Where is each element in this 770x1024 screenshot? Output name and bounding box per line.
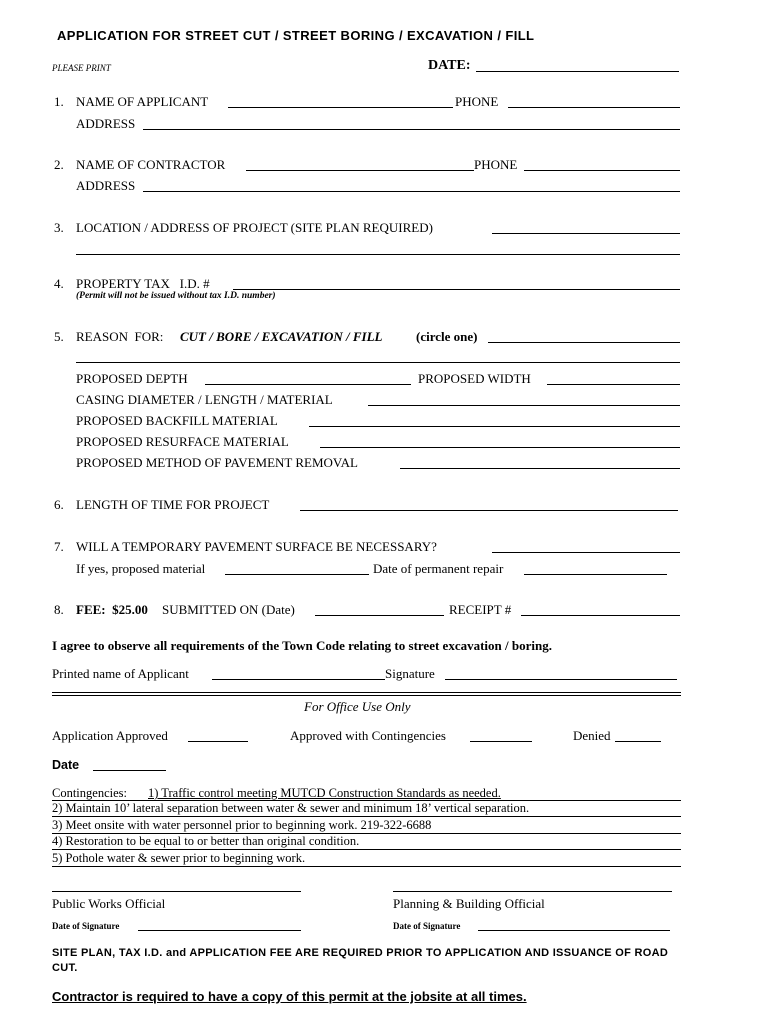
- contingency-1: 1) Traffic control meeting MUTCD Construction Standards as needed.: [148, 786, 501, 800]
- applicant-phone-label: PHONE: [455, 94, 499, 109]
- casing-label: CASING DIAMETER / LENGTH / MATERIAL: [76, 392, 333, 407]
- application-approved-label: Application Approved: [52, 728, 168, 743]
- pavement-removal-label: PROPOSED METHOD OF PAVEMENT REMOVAL: [76, 455, 358, 470]
- contingency-3: 3) Meet onsite with water personnel prior to beginning work. 219-322-6688: [52, 818, 432, 832]
- signature-label: Signature: [385, 666, 435, 681]
- divider-bottom: [52, 695, 681, 696]
- contingency-4: 4) Restoration to be equal to or better than original condition.: [52, 834, 360, 848]
- reason-field[interactable]: [488, 342, 680, 343]
- receipt-field[interactable]: [521, 615, 680, 616]
- application-approved-field[interactable]: [188, 741, 248, 742]
- approved-contingencies-label: Approved with Contingencies: [290, 728, 446, 743]
- project-time-field[interactable]: [300, 510, 678, 511]
- temp-pavement-field[interactable]: [492, 552, 680, 553]
- applicant-phone-field[interactable]: [508, 107, 680, 108]
- item-8-number: 8.: [54, 602, 64, 617]
- office-date-label: Date: [52, 758, 80, 772]
- date-label: DATE:: [428, 58, 471, 73]
- item-2-number: 2.: [54, 157, 64, 172]
- submitted-on-field[interactable]: [315, 615, 444, 616]
- public-works-date-label: Date of Signature: [52, 921, 120, 931]
- public-works-date-field[interactable]: [138, 930, 301, 931]
- reason-options[interactable]: CUT / BORE / EXCAVATION / FILL: [180, 329, 383, 344]
- item-1-number: 1.: [54, 94, 64, 109]
- contingency-2: 2) Maintain 10’ lateral separation between water & sewer and minimum 18’ vertical separation.: [52, 801, 530, 815]
- denied-label: Denied: [573, 728, 611, 743]
- casing-field[interactable]: [368, 405, 680, 406]
- item-7-number: 7.: [54, 539, 64, 554]
- please-print-note: PLEASE PRINT: [52, 63, 111, 73]
- proposed-depth-field[interactable]: [205, 384, 411, 385]
- reason-field-line-2[interactable]: [76, 362, 680, 363]
- resurface-field[interactable]: [320, 447, 680, 448]
- fee-label: FEE: $25.00: [76, 602, 148, 617]
- permanent-repair-label: Date of permanent repair: [373, 561, 504, 576]
- divider-top: [52, 692, 681, 693]
- applicant-address-label: ADDRESS: [76, 116, 136, 131]
- location-field[interactable]: [492, 233, 680, 234]
- proposed-width-label: PROPOSED WIDTH: [418, 371, 531, 386]
- planning-building-official-label: Planning & Building Official: [393, 896, 545, 911]
- denied-field[interactable]: [615, 741, 661, 742]
- receipt-label: RECEIPT #: [449, 602, 512, 617]
- circle-one-note: (circle one): [416, 329, 478, 344]
- temp-pavement-label: WILL A TEMPORARY PAVEMENT SURFACE BE NECESSARY?: [76, 539, 437, 554]
- location-label: LOCATION / ADDRESS OF PROJECT (SITE PLAN REQUIRED): [76, 220, 433, 235]
- backfill-label: PROPOSED BACKFILL MATERIAL: [76, 413, 278, 428]
- jobsite-copy-notice: Contractor is required to have a copy of this permit at the jobsite at all times.: [52, 989, 527, 1004]
- reason-label: REASON FOR:: [76, 329, 164, 344]
- proposed-material-field[interactable]: [225, 574, 369, 575]
- resurface-label: PROPOSED RESURFACE MATERIAL: [76, 434, 289, 449]
- planning-date-field[interactable]: [478, 930, 670, 931]
- item-5-number: 5.: [54, 329, 64, 344]
- public-works-official-label: Public Works Official: [52, 896, 166, 911]
- item-4-number: 4.: [54, 276, 64, 291]
- tax-id-label: PROPERTY TAX I.D. #: [76, 276, 210, 291]
- contractor-address-label: ADDRESS: [76, 178, 136, 193]
- applicant-address-field[interactable]: [143, 129, 680, 130]
- requirements-warning: SITE PLAN, TAX I.D. and APPLICATION FEE ARE REQUIRED PRIOR TO APPLICATION AND ISSUANCE OF ROAD CUT.: [52, 947, 669, 974]
- project-time-label: LENGTH OF TIME FOR PROJECT: [76, 497, 270, 512]
- contingencies-label: Contingencies:: [52, 786, 127, 800]
- item-3-number: 3.: [54, 220, 64, 235]
- contractor-phone-field[interactable]: [524, 170, 680, 171]
- tax-id-field[interactable]: [233, 289, 680, 290]
- signature-field[interactable]: [445, 679, 677, 680]
- contractor-name-label: NAME OF CONTRACTOR: [76, 157, 226, 172]
- contractor-address-field[interactable]: [143, 191, 680, 192]
- item-6-number: 6.: [54, 497, 64, 512]
- pavement-removal-field[interactable]: [400, 468, 680, 469]
- backfill-field[interactable]: [309, 426, 680, 427]
- contingency-rule-2: [52, 816, 681, 817]
- planning-signature-field[interactable]: [393, 891, 672, 892]
- contractor-phone-label: PHONE: [474, 157, 518, 172]
- tax-id-note: (Permit will not be issued without tax I.D. number): [76, 291, 276, 301]
- contingency-rule-5: [52, 866, 681, 867]
- proposed-width-field[interactable]: [547, 384, 680, 385]
- public-works-signature-field[interactable]: [52, 891, 301, 892]
- proposed-depth-label: PROPOSED DEPTH: [76, 371, 188, 386]
- permanent-repair-field[interactable]: [524, 574, 667, 575]
- submitted-on-label: SUBMITTED ON (Date): [162, 602, 295, 617]
- date-field[interactable]: [476, 71, 679, 72]
- form-title: APPLICATION FOR STREET CUT / STREET BORING / EXCAVATION / FILL: [57, 28, 535, 43]
- planning-date-label: Date of Signature: [393, 921, 461, 931]
- proposed-material-label: If yes, proposed material: [76, 561, 206, 576]
- office-use-header: For Office Use Only: [304, 699, 411, 714]
- contingency-5: 5) Pothole water & sewer prior to beginning work.: [52, 851, 306, 865]
- contingency-rule-4: [52, 849, 681, 850]
- printed-name-field[interactable]: [212, 679, 385, 680]
- approved-contingencies-field[interactable]: [470, 741, 532, 742]
- office-date-field[interactable]: [93, 770, 166, 771]
- agreement-statement: I agree to observe all requirements of the Town Code relating to street excavation / boring.: [52, 638, 552, 653]
- contractor-name-field[interactable]: [246, 170, 474, 171]
- printed-name-label: Printed name of Applicant: [52, 666, 189, 681]
- applicant-name-label: NAME OF APPLICANT: [76, 94, 209, 109]
- applicant-name-field[interactable]: [228, 107, 453, 108]
- location-field-line-2[interactable]: [76, 254, 680, 255]
